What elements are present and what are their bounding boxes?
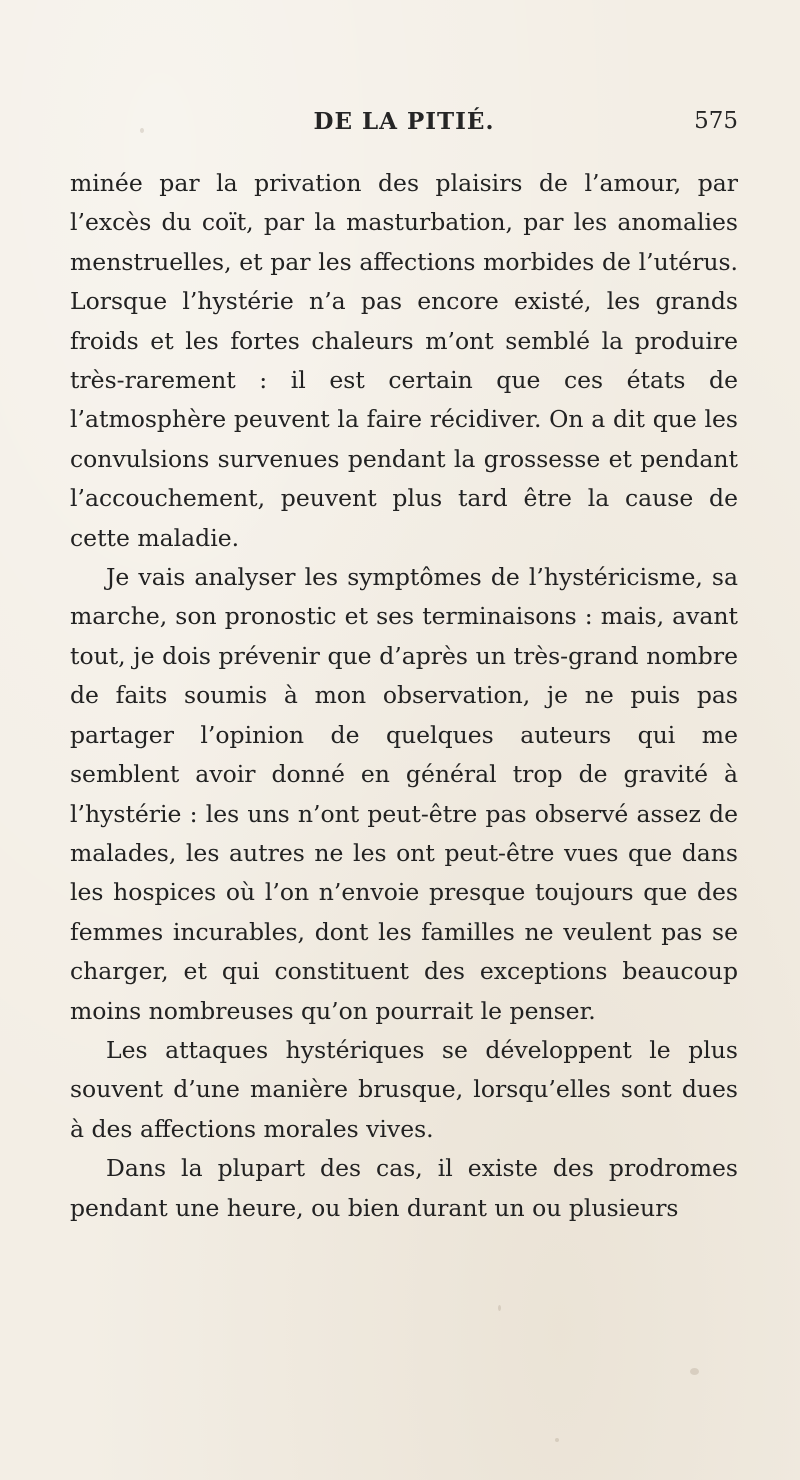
- paragraph-3: Les attaques hystériques se développent le plus souvent d’une manière brusque, lorsqu’elles sont dues à des affections morales vives.: [70, 1035, 738, 1143]
- paragraph-4: Dans la plupart des cas, il existe des prodromes pendant une heure, ou bien durant un ou plusieurs: [70, 1154, 738, 1222]
- paper-speck: [140, 128, 144, 133]
- running-head: [70, 108, 738, 144]
- running-title: DE LA PITIÉ.: [313, 108, 495, 135]
- paper-speck: [498, 1305, 501, 1311]
- paragraph-2: Je vais analyser les symptômes de l’hystéricisme, sa marche, son pronostic et ses terminaisons : mais, avant tout, je dois prévenir que d’après un très-grand nombre de faits soumis à mon observation, je ne puis pas partager l’opinion de quelques auteurs qui me semblent avoir donné en général trop de gravité à l’hystérie : les uns n’ont peut-être pas observé assez de malades, les autres ne les ont peut-être vues que dans les hospices où l’on n’envoie presque toujours que des femmes incurables, dont les familles ne veulent pas se charger, et qui constituent des exceptions beaucoup moins nombreuses qu’on pourrait le penser.: [70, 563, 738, 1025]
- body-text: [70, 164, 738, 1228]
- page-number: 575: [694, 108, 738, 134]
- paper-speck: [690, 1368, 699, 1375]
- paper-speck: [555, 1438, 559, 1442]
- paragraph-1: minée par la privation des plaisirs de l’amour, par l’excès du coït, par la masturbation, par les anomalies menstruelles, et par les affections morbides de l’utérus. Lorsque l’hystérie n’a pas encore existé, les grands froids et les fortes chaleurs m’ont semblé la produire très-rarement : il est certain que ces états de l’atmosphère peuvent la faire récidiver. On a dit que les convulsions survenues pendant la grossesse et pendant l’accouchement, peuvent plus tard être la cause de cette maladie.: [70, 169, 738, 552]
